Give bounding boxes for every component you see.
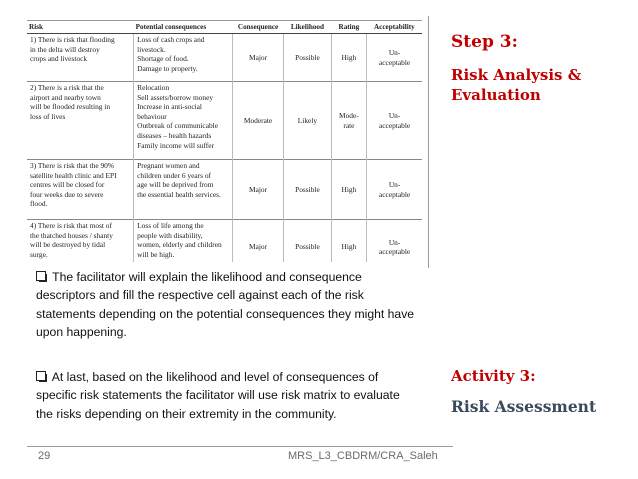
cell-text: Possible [295,184,320,194]
cell-line: will be high. [137,249,175,259]
cell-risk [27,220,134,263]
header-risk: Risk [27,21,134,34]
cell-likelihood [284,220,331,263]
activity-title: Risk Assessment [451,397,597,416]
header-likelihood: Likelihood [284,21,331,34]
risk-table-image [27,20,422,262]
cell-text: Possible [295,52,320,62]
cell-likelihood [284,82,331,160]
cell-line: crops and livestock [30,54,88,64]
header-consequence: Consequence [232,21,283,34]
cell-line: Sell assets/borrow money [137,92,214,102]
checkbox-bullet-icon [36,371,46,381]
cell-line: 2) There is a risk that the [30,83,104,92]
cell-acceptability [367,160,422,220]
footer-label: MRS_L3_CBDRM/CRA_Saleh [288,450,438,462]
cell-line: livestock. [137,44,166,54]
cell-line: surge. [30,249,48,259]
cell-line: children under 6 years of [137,170,212,180]
page-number: 29 [38,450,51,462]
cell-line: Mode- [339,110,359,120]
cell-line: Family income will suffer [137,140,214,150]
cell-text: Possible [295,242,320,252]
cell-potential-consequences [134,220,233,263]
table-row [27,34,422,82]
cell-acceptability [367,82,422,160]
cell-acceptability [367,220,422,263]
cell-line: will be destroyed by tidal [30,240,106,250]
cell-line: rate [343,120,355,130]
cell-text: Major [249,242,268,252]
cell-line: people with disability, [137,230,203,240]
bullet-text-2: At last, based on the likelihood and level of consequences of specific risk statements the facilitator will use risk matrix to evaluate the risks depending on their extremity in the community. [36,370,400,421]
cell-line: diseases – health hazards [137,130,212,140]
cell-line: centres will be closed for [30,180,105,190]
cell-line: acceptable [378,247,411,257]
cell-potential-consequences [134,82,233,160]
cell-line: Shortage of food. [137,54,189,64]
cell-line: Un- [388,237,401,247]
activity-heading: Activity 3: [451,367,536,385]
cell-line: airport and nearby town [30,92,101,102]
cell-line: Loss of life among the [137,221,204,230]
bullet-text-1: The facilitator will explain the likelihood and consequence descriptors and fill the respective cell against each of the risk statements depending on the potential consequences they might have upon happening. [36,270,415,340]
cell-line: acceptable [378,189,411,199]
cell-line: acceptable [378,120,411,130]
cell-risk [27,160,134,220]
footer-divider [27,446,453,447]
cell-rating [331,82,367,160]
cell-line: Relocation [137,83,170,92]
cell-line: Un- [388,179,401,189]
table-row [27,160,422,220]
cell-line: in the delta will destroy [30,44,100,54]
cell-rating [331,34,367,82]
cell-line: Loss of cash crops and [137,35,205,44]
cell-text: Moderate [243,115,273,125]
cell-line: the essential health services. [137,189,221,199]
cell-potential-consequences [134,34,233,82]
bullet-item [36,368,416,423]
cell-line: Pregnant women and [137,161,200,170]
cell-consequence [232,34,283,82]
cell-consequence [232,220,283,263]
header-potential-consequences: Potential consequences [134,21,233,34]
table-row [27,220,422,263]
cell-line: behaviour [137,111,167,121]
cell-consequence [232,82,283,160]
divider-line [428,16,429,268]
cell-line: Outbreak of communicable [137,121,218,131]
cell-line: 4) There is risk that most of [30,221,112,230]
bullet-item [36,268,416,342]
cell-consequence [232,160,283,220]
header-acceptability: Acceptability [367,21,422,34]
cell-rating [331,220,367,263]
cell-risk [27,82,134,160]
cell-line: acceptable [378,57,411,67]
step-heading: Step 3: [451,32,518,52]
cell-text: Major [249,184,268,194]
cell-line: flood. [30,199,48,209]
cell-rating [331,160,367,220]
cell-likelihood [284,160,331,220]
cell-line: High [341,242,357,252]
cell-line: High [341,184,357,194]
checkbox-bullet-icon [36,271,46,281]
cell-line: age will be deprived from [137,180,214,190]
cell-line: High [341,52,357,62]
cell-line: 3) There is risk that the 90% [30,161,115,170]
cell-line: four weeks due to severe [30,189,104,199]
cell-line: satellite health clinic and EPI [30,170,117,180]
cell-line: Un- [388,47,401,57]
table-row [27,82,422,160]
step-title: Risk Analysis & Evaluation [451,66,582,104]
cell-likelihood [284,34,331,82]
cell-risk [27,34,134,82]
header-rating: Rating [331,21,367,34]
cell-text: Likely [297,115,318,125]
cell-line: Un- [388,110,401,120]
cell-line: women, elderly and children [137,240,222,250]
cell-text: Major [249,52,268,62]
cell-acceptability [367,34,422,82]
risk-table [27,20,422,262]
cell-line: 1) There is risk that flooding [30,35,115,44]
cell-line: will be flooded resulting in [30,102,111,112]
table-header-row [27,21,422,34]
cell-line: loss of lives [30,111,66,121]
cell-line: Damage to property. [137,63,198,73]
cell-line: Increase in anti-social [137,102,202,112]
cell-line: the thatched houses / shanty [30,230,113,240]
cell-potential-consequences [134,160,233,220]
